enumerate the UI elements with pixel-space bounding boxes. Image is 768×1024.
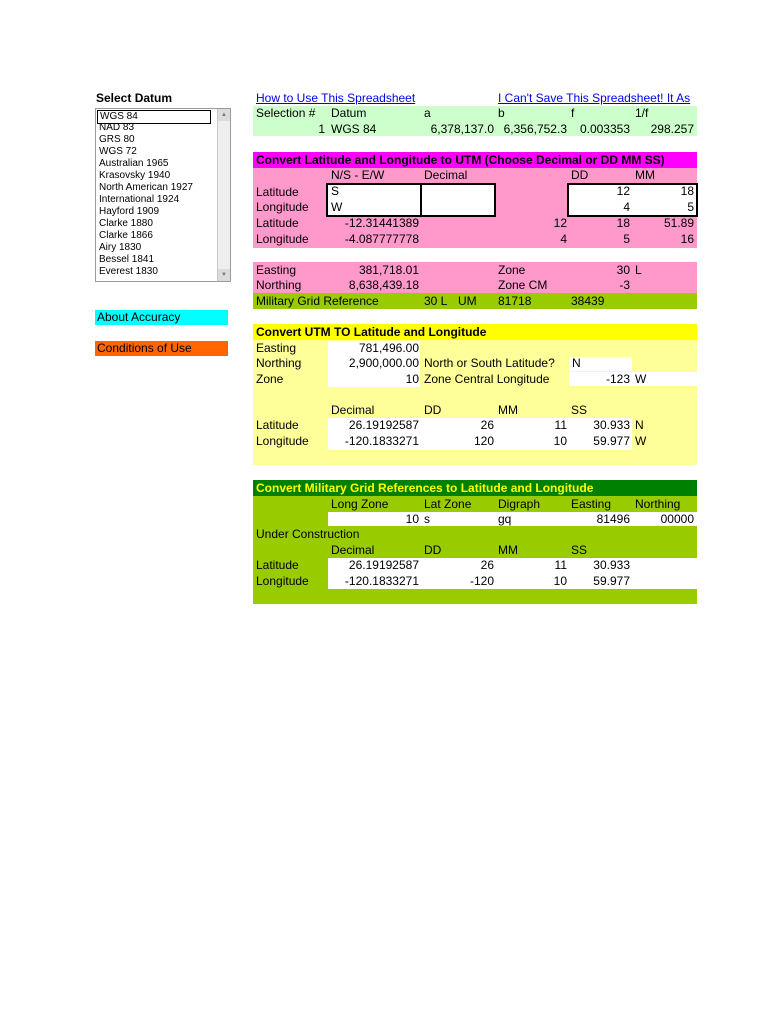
mgr-northing: 38439	[571, 294, 605, 308]
mgr-easting-input[interactable]: 81496	[596, 512, 630, 526]
digraph-header: Digraph	[498, 497, 541, 511]
datum-option[interactable]: Australian 1965	[99, 158, 169, 169]
selection-number: 1	[318, 122, 325, 136]
f-header: f	[571, 106, 575, 120]
zone-letter: L	[635, 263, 642, 277]
datum-option[interactable]: Clarke 1880	[99, 218, 153, 229]
zcl-value: -123	[605, 372, 630, 386]
mgr-lat-label: Latitude	[256, 558, 299, 572]
lon-label: Longitude	[256, 200, 309, 214]
mgr-lon-label: Longitude	[256, 574, 309, 588]
about-accuracy-button[interactable]: About Accuracy	[95, 310, 228, 325]
inv-f-header: 1/f	[635, 106, 649, 120]
utm-zone-label: Zone	[256, 372, 284, 386]
easting-label: Easting	[256, 263, 297, 277]
mgr-northing-input[interactable]: 00000	[660, 512, 694, 526]
utm-lat-decimal: 26.19192587	[348, 418, 419, 432]
lat-result-label: Latitude	[256, 216, 299, 230]
datum-listbox[interactable]	[95, 108, 231, 282]
datum-value: WGS 84	[331, 122, 377, 136]
lat-zone-header: Lat Zone	[424, 497, 472, 511]
utm-lat-mm: 11	[554, 418, 567, 432]
b-value: 6,356,752.3	[503, 122, 567, 136]
hemisphere-label: North or South Latitude?	[424, 356, 555, 370]
inv-f-value: 298.257	[650, 122, 694, 136]
listbox-scrollbar[interactable]	[217, 109, 230, 281]
utm-lon-decimal: -120.1833271	[344, 434, 419, 448]
mgr-easting: 81718	[498, 294, 532, 308]
mgr-lon-decimal: -120.1833271	[344, 574, 419, 588]
ll2utm-title: Convert Latitude and Longitude to UTM (Choose Decimal or DD MM SS)	[256, 153, 665, 167]
utm-northing-label: Northing	[256, 356, 302, 370]
utm-mm-header: MM	[498, 403, 518, 417]
a-header: a	[424, 106, 431, 120]
digraph-input[interactable]: gq	[498, 512, 512, 526]
utm-lon-dir: W	[635, 434, 647, 448]
mgr-lat-ss: 30.933	[593, 558, 630, 572]
datum-option[interactable]: NAD 83	[99, 122, 135, 133]
mgr-mm-header: MM	[498, 543, 518, 557]
lon-ew-input[interactable]: W	[331, 200, 343, 214]
utm-lat-label: Latitude	[256, 418, 299, 432]
utm-lat-ss: 30.933	[593, 418, 630, 432]
utm-northing-input[interactable]: 2,900,000.00	[348, 356, 419, 370]
long-zone-input[interactable]: 10	[405, 512, 419, 526]
utm-lon-ss: 59.977	[593, 434, 630, 448]
lon-mm-input[interactable]: 5	[687, 200, 694, 214]
ll2utm-output-band	[253, 262, 697, 293]
utm-decimal-header: Decimal	[331, 403, 375, 417]
mgr-decimal-header: Decimal	[331, 543, 375, 557]
ns-ew-header: N/S - E/W	[331, 168, 385, 182]
mgr-northing-header: Northing	[635, 497, 681, 511]
utm-lat-dir: N	[635, 418, 644, 432]
select-datum-title: Select Datum	[96, 91, 173, 105]
b-header: b	[498, 106, 505, 120]
lat-decimal-input[interactable]	[424, 184, 492, 199]
lat-dd-input[interactable]: 12	[616, 184, 630, 198]
hemisphere-input[interactable]: N	[572, 356, 581, 370]
zone-cm-value: -3	[619, 278, 630, 292]
utm-lon-dd: 120	[473, 434, 494, 448]
utm-lat-dd: 26	[480, 418, 494, 432]
utm-lon-mm: 10	[553, 434, 567, 448]
mgr-lon-ss: 59.977	[593, 574, 630, 588]
lat-label: Latitude	[256, 185, 299, 199]
lon-result-label: Longitude	[256, 232, 309, 246]
under-construction-note: Under Construction	[256, 527, 360, 541]
mgr-lon-dd: -120	[469, 574, 494, 588]
mm-header: MM	[635, 168, 655, 182]
datum-option[interactable]: WGS 84	[97, 110, 211, 124]
lat-zone-input[interactable]: s	[424, 512, 430, 526]
mgr-dd-header: DD	[424, 543, 442, 557]
scroll-up-icon[interactable]: ▲	[218, 109, 230, 121]
lat-ss-result: 51.89	[663, 216, 694, 230]
lon-ss-result: 16	[680, 232, 694, 246]
zcl-label: Zone Central Longitude	[424, 372, 550, 386]
datum-option[interactable]: North American 1927	[99, 182, 193, 193]
utm-easting-input[interactable]: 781,496.00	[358, 341, 419, 355]
datum-option[interactable]: GRS 80	[99, 134, 135, 145]
mgr-lat-mm: 11	[554, 558, 567, 572]
zone-value: 30	[616, 263, 630, 277]
long-zone-header: Long Zone	[331, 497, 389, 511]
lat-dd-result: 12	[553, 216, 567, 230]
mgr-easting-header: Easting	[571, 497, 612, 511]
datum-option[interactable]: International 1924	[99, 194, 180, 205]
datum-option[interactable]: Krasovsky 1940	[99, 170, 171, 181]
selection-header: Selection #	[256, 106, 316, 120]
mgr-zone: 30 L	[424, 294, 448, 308]
input-box-divider	[420, 185, 422, 215]
lon-decimal-input[interactable]	[424, 200, 492, 215]
lon-dd-input[interactable]: 4	[623, 200, 630, 214]
mgr-label: Military Grid Reference	[256, 294, 379, 308]
northing-label: Northing	[256, 278, 302, 292]
lon-decimal-result: -4.087777778	[344, 232, 419, 246]
decimal-header: Decimal	[424, 168, 468, 182]
utm2ll-title: Convert UTM TO Latitude and Longitude	[256, 325, 487, 339]
zone-label: Zone	[498, 263, 526, 277]
lat-ns-input[interactable]: S	[331, 184, 340, 198]
scroll-down-icon[interactable]: ▼	[218, 269, 230, 281]
utm-lon-label: Longitude	[256, 434, 309, 448]
how-to-use-link[interactable]: How to Use This Spreadsheet	[256, 91, 416, 105]
datum-option[interactable]: Clarke 1866	[99, 230, 153, 241]
zcl-direction: W	[635, 372, 647, 386]
utm-dd-header: DD	[424, 403, 442, 417]
mgr2ll-title: Convert Military Grid References to Latitude and Longitude	[256, 481, 594, 495]
mgr-ss-header: SS	[571, 543, 588, 557]
datum-option[interactable]: Hayford 1909	[99, 206, 160, 217]
lat-decimal-result: -12.31441389	[344, 216, 419, 230]
mgr-lat-decimal: 26.19192587	[348, 558, 419, 572]
mgr-digraph: UM	[458, 294, 477, 308]
lon-mm-result: 5	[623, 232, 630, 246]
lon-dd-result: 4	[560, 232, 567, 246]
utm-ss-header: SS	[571, 403, 588, 417]
utm-easting-label: Easting	[256, 341, 297, 355]
f-value: 0.003353	[579, 122, 630, 136]
lat-mm-result: 18	[616, 216, 630, 230]
datum-option[interactable]: Airy 1830	[99, 242, 142, 253]
northing-value: 8,638,439.18	[348, 278, 419, 292]
dd-header: DD	[571, 168, 589, 182]
mgr-lon-mm: 10	[553, 574, 567, 588]
datum-option[interactable]: Everest 1830	[99, 266, 158, 277]
datum-option[interactable]: WGS 72	[99, 146, 137, 157]
easting-value: 381,718.01	[358, 263, 419, 277]
datum-option[interactable]: Bessel 1841	[99, 254, 155, 265]
utm-zone-input[interactable]: 10	[405, 372, 419, 386]
a-value: 6,378,137.0	[430, 122, 494, 136]
conditions-of-use-button[interactable]: Conditions of Use	[95, 341, 228, 356]
cant-save-link[interactable]: I Can't Save This Spreadsheet! It As	[498, 91, 691, 105]
lat-mm-input[interactable]: 18	[680, 184, 694, 198]
zone-cm-label: Zone CM	[498, 278, 548, 292]
mgr-lat-dd: 26	[480, 558, 494, 572]
datum-header: Datum	[331, 106, 367, 120]
